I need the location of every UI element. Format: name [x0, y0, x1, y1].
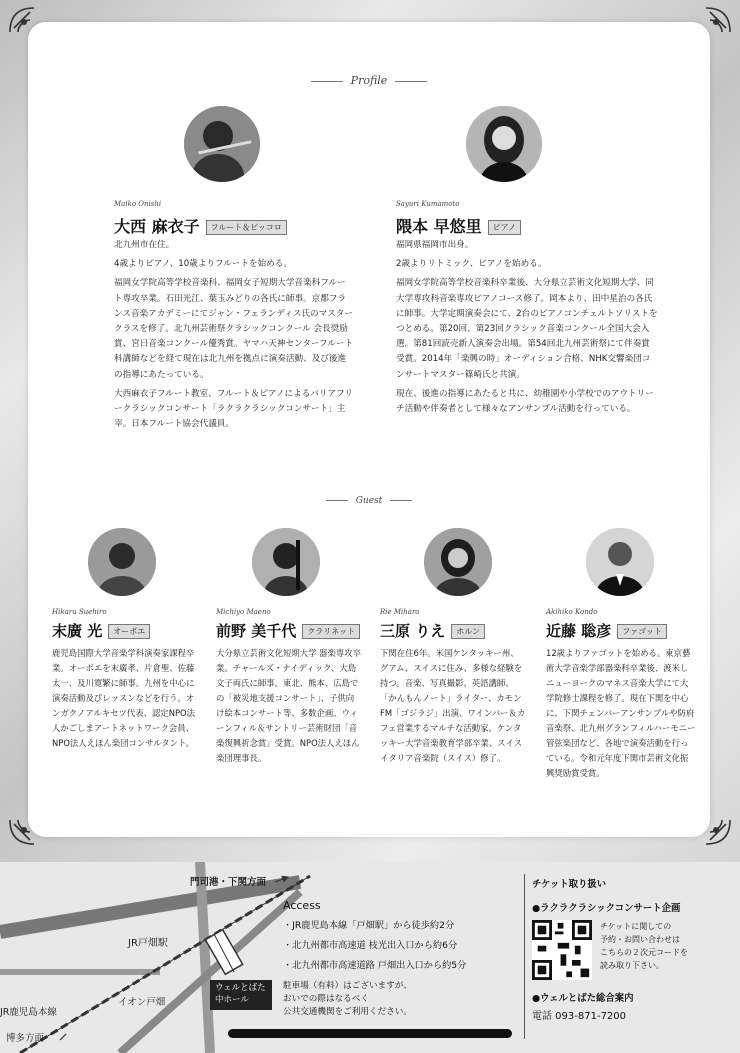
- romaji-onishi: Maiko Onishi: [114, 200, 162, 208]
- role-badge: フルート＆ピッコロ: [206, 220, 287, 235]
- ticket-phone: 電話 093-871-7200: [532, 1011, 627, 1022]
- footer-divider: [524, 874, 525, 1039]
- access-info: [283, 896, 466, 1019]
- access-title: Access: [283, 899, 321, 912]
- bio-kumamoto: 福岡県福岡市出身。 2歳よりリトミック、ピアノを始める。 福岡女学院高等学校音楽科卒業後、大分県立芸術文化短期大学、同大学専攻科音楽専攻ピアノコース修了。岡本より、田中星治の各氏に師事。大学定期演奏会にて、2台のピアノコンチェルトソリストをつとめる。第20回、第23回クラシック音楽コンクール全国大会入選。第81回読売新人演奏会出場。第54回北九州芸術祭にて伴奏賞受賞。2014年「楽興の時」オーディション合格、NHK交響楽団コンサートマスター篠崎氏と共演。 現在、後進の指導にあたると共に、幼稚園や小学校でのアウトリーチ活動や伴奏者として様々なアンサンブル活動を行っている。: [396, 240, 658, 415]
- name-kumamoto: 隈本 早悠里 ピアノ: [396, 214, 521, 237]
- bio-maeno: 大分県立芸術文化短期大学 器楽専攻卒業。チャールズ・ナイディック、大島文子両氏に師事。東北、熊本、広島での「被災地支援コンサート」、子供向け絵本コンサート等、多数企画。ウィーンフィル＆サントリー芸術財団「音楽復興祈念賞」受賞。NPO法人えほん楽団理事長。: [216, 648, 362, 763]
- name-mihara: 三原 りえ ホルン: [380, 620, 485, 641]
- bio-kondo: 12歳よりファゴットを始める。東京藝術大学音楽学部器楽科卒業後、渡米しニューヨークのマネス音楽大学にて大学院修士課程を修了。現在下関を中心に、下関チェンバーアンサンブルや防府音楽祭、北九州グランフィルハーモニー管弦楽団など、各地で演奏活動を行っている。令和元年度下関市芸術文化振興奨励賞受賞。: [546, 648, 696, 778]
- bio-suehiro: 鹿児島国際大学音楽学科演奏家課程卒業。オーボエを末廣孝、片倉聖、佐藤太一、及川寛繁に師事。九州を中心に演奏活動及びレッスンなどを行う。オンガクノアルキセツ代表、認定NPO法人かごしまアートネットワーク会員、NPO法人えほん楽団コンサルタント。: [52, 648, 196, 748]
- qr-code-icon[interactable]: [532, 920, 592, 980]
- role-badge: ピアノ: [488, 220, 521, 235]
- profile-heading: Profile: [28, 74, 710, 87]
- name-maeno: 前野 美千代 クラリネット: [216, 620, 360, 641]
- home-indicator[interactable]: [228, 1029, 512, 1038]
- ticket-org2: ●ウェルとばた総合案内: [532, 993, 634, 1004]
- label-line: JR鹿児島本線: [0, 1007, 57, 1018]
- role-badge: ファゴット: [617, 624, 667, 639]
- ticket-title: チケット取り扱い: [532, 879, 607, 890]
- role-badge: クラリネット: [302, 624, 360, 639]
- access-item: ・北九州都市高速道路 戸畑出入口から約5分: [283, 960, 467, 971]
- label-moji-direction: 門司港・下関方面: [190, 877, 267, 888]
- avatar-maeno: [252, 528, 320, 596]
- qr-note: チケットに関しての 予約・お問い合わせは こちらの２次元コードを 読み取り下さい。: [600, 922, 688, 970]
- label-aeon: イオン戸畑: [118, 997, 166, 1008]
- access-footer: [0, 862, 740, 1053]
- romaji-kondo: Akihiko Kondo: [546, 608, 598, 616]
- name-onishi: 大西 麻衣子 フルート＆ピッコロ: [114, 214, 287, 237]
- label-hakata-direction: 博多方面: [6, 1033, 45, 1044]
- access-item: ・JR鹿児島本線「戸畑駅」から徒歩約2分: [283, 920, 455, 931]
- avatar-onishi: [184, 106, 260, 182]
- profile-card: [28, 22, 710, 837]
- name-suehiro: 末廣 光 オーボエ: [52, 620, 150, 641]
- romaji-suehiro: Hikaru Suehiro: [52, 608, 107, 616]
- bio-mihara: 下関在住6年。米国ケンタッキー州、グアム、スイスに住み、多様な経験を持つ。音楽、写真撮影、英語講師、「かんもんノート」ライター、カモンFM「ゴジラジ」出演、ワインバー＆カフェ営業するマルチな活動家。ケンタッキー大学音楽教育学部卒業、スイスイタリア音楽院（スイス）修了。: [380, 648, 526, 763]
- ticket-info: [532, 876, 732, 1022]
- romaji-mihara: Rie Mihara: [380, 608, 420, 616]
- parking-note: 駐車場（有料）はございますが、 おいでの際はなるべく 公共交通機関をご利用ください。: [283, 981, 412, 1017]
- name-kondo: 近藤 聡彦 ファゴット: [546, 620, 667, 641]
- ticket-org1: ●ラクラクラシックコンサート企画: [532, 903, 681, 914]
- avatar-suehiro: [88, 528, 156, 596]
- avatar-kumamoto: [466, 106, 542, 182]
- avatar-mihara: [424, 528, 492, 596]
- bio-onishi: 北九州市在住。 4歳よりピアノ、10歳よりフルートを始める。 福岡女学院高等学校音楽科、福岡女子短期大学音楽科フルート専攻卒業。石田光江、葉玉みどりの各氏に師事。京都フランス音楽アカデミーにてジャン・フェランディス氏のマスタークラスを修了。北九州芸術祭クラシックコンクール 会長奨励賞、宮日音楽コンクール優秀賞。ヤマハ天神センターフルート科講師などを経て現在は北九州を拠点に演奏活動、及び後進の指導にあたっている。 大西麻衣子フルート教室、フルート＆ピアノによるバリアフリークラシックコンサート「ラクラクラシックコンサート」主宰。日本フルート協会代議員。: [114, 240, 354, 430]
- romaji-kumamoto: Sayuri Kumamoto: [396, 200, 460, 208]
- romaji-maeno: Michiyo Maeno: [216, 608, 271, 616]
- guest-heading: Guest: [28, 496, 710, 506]
- role-badge: オーボエ: [108, 624, 150, 639]
- role-badge: ホルン: [451, 624, 485, 639]
- label-station: JR戸畑駅: [128, 938, 168, 949]
- label-venue: ウェルとばた 中ホール: [215, 983, 266, 1005]
- access-item: ・北九州都市高速道 枝光出入口から約6分: [283, 940, 458, 951]
- avatar-kondo: [586, 528, 654, 596]
